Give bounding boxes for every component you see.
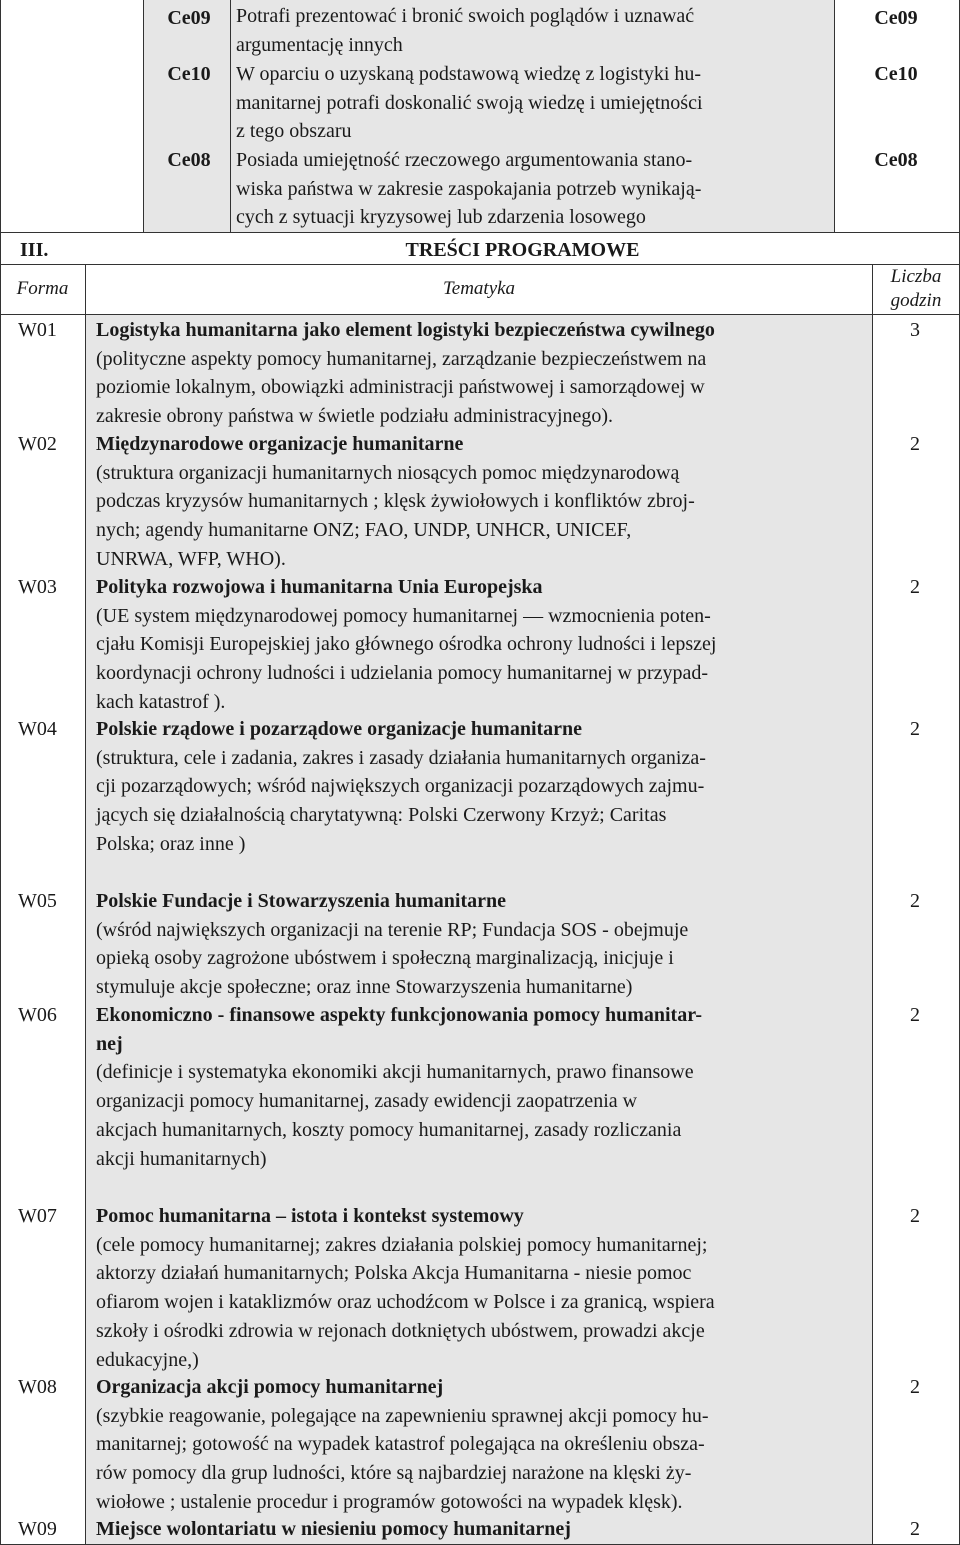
outcome-reference: Ce09 <box>874 7 918 29</box>
row-title: Polityka rozwojowa i humanitarna Unia Europejska <box>96 576 543 598</box>
row-description: (szybkie reagowanie, polegające na zapewnieniu sprawnej akcji pomocy hu- manitarnej; gotowość na wypadek katastrof polegająca na określeniu obsza- rów pomocy dla grup ludności, które są najbardziej narażone na klęski ży- wiołowe ; ustalenie procedur i programów gotowości na wypadek klęsk). <box>96 1404 709 1513</box>
row-title: Polskie rządowe i pozarządowe organizacje humanitarne <box>96 718 583 740</box>
row-hours: 2 <box>910 433 920 455</box>
row-hours: 2 <box>910 1518 920 1540</box>
row-title: Logistyka humanitarna jako element logistyki bezpieczeństwa cywilnego <box>96 319 715 341</box>
outcome-description: Posiada umiejętność rzeczowego argumentowania stano- wiska państwa w zakresie zaspokajania potrzeb wynikają- cych z sytuacji kryzysowej lub zdarzenia losowego <box>236 149 702 229</box>
row-code: W06 <box>18 1004 57 1026</box>
row-content <box>96 430 876 574</box>
outcome-code-cell-shade <box>143 0 230 232</box>
row-content <box>96 887 876 1002</box>
column-header-hours: Liczba godzin <box>890 266 942 311</box>
column-header-forma: Forma <box>16 278 69 299</box>
row-content <box>96 573 876 717</box>
row-description: (struktura, cele i zadania, zakres i zasady działania humanitarnych organiza- cji pozarządowych; wśród największych organizacji pozarządowych zajmu- jących się działalnością charytatywną: Polski Czerwony Krzyż; Caritas Polska; oraz inne ) <box>96 746 706 855</box>
outcome-description: W oparciu o uzyskaną podstawową wiedzę z logistyki hu- manitarnej potrafi doskonalić swoją wiedzę i umiejętności z tego obszaru <box>236 63 703 143</box>
row-title: Ekonomiczno - finansowe aspekty funkcjonowania pomocy humanitar- nej <box>96 1004 702 1055</box>
outcome-reference: Ce10 <box>874 63 918 85</box>
row-hours: 2 <box>910 1004 920 1026</box>
row-hours: 2 <box>910 718 920 740</box>
row-code: W05 <box>18 890 57 912</box>
row-description: (UE system międzynarodowej pomocy humanitarnej — wzmocnienia poten- cjału Komisji Europejskiej jako głównego ośrodka ochrony ludności i lepszej koordynacji ochrony ludności i udzielania pomocy humanitarnej w przypad- kach katastrof ). <box>96 604 717 713</box>
row-content <box>96 1515 876 1544</box>
row-content <box>96 1202 876 1374</box>
row-hours: 2 <box>910 576 920 598</box>
row-description: (struktura organizacji humanitarnych niosących pomoc międzynarodową podczas kryzysów humanitarnych ; klęsk żywiołowych i konfliktów zbroj- nych; agendy humanitarne ONZ; FAO, UNDP, UNHCR, UNICEF, UNRWA, WFP, WHO). <box>96 461 695 570</box>
row-code: W08 <box>18 1376 57 1398</box>
row-content <box>96 715 876 859</box>
row-content <box>96 316 876 431</box>
row-hours: 2 <box>910 890 920 912</box>
row-title: Pomoc humanitarna – istota i kontekst systemowy <box>96 1205 524 1227</box>
row-code: W07 <box>18 1205 57 1227</box>
row-description: (definicje i systematyka ekonomiki akcji humanitarnych, prawo finansowe organizacji pomocy humanitarnej, zasady ewidencji zaopatrzenia w akcjach humanitarnych, koszty pomocy humanitarnej, zasady rozliczania akcji humanitarnych) <box>96 1061 694 1170</box>
row-code: W03 <box>18 576 57 598</box>
row-description: (cele pomocy humanitarnej; zakres działania polskiej pomocy humanitarnej; aktorzy działań humanitarnych; Polska Akcja Humanitarna - niesie pomoc ofiarom wojen i kataklizmów oraz uchodźcom w Polsce i za granicą, wspiera szkoły i ośrodki zdrowia w rejonach dotkniętych ubóstwem, prowadzi akcje edukacyjne,) <box>96 1233 715 1371</box>
row-title: Międzynarodowe organizacje humanitarne <box>96 433 464 455</box>
outcome-code: Ce09 <box>167 7 211 29</box>
row-code: W04 <box>18 718 57 740</box>
row-hours: 3 <box>910 319 920 341</box>
outcome-description: Potrafi prezentować i bronić swoich poglądów i uznawać argumentację innych <box>236 5 695 56</box>
column-header-tematyka: Tematyka <box>442 278 516 299</box>
outcome-reference: Ce08 <box>874 149 918 171</box>
row-title: Miejsce wolontariatu w niesieniu pomocy humanitarnej <box>96 1518 571 1540</box>
row-code: W01 <box>18 319 57 341</box>
row-content <box>96 1001 876 1173</box>
outcome-code: Ce08 <box>167 149 211 171</box>
row-code: W09 <box>18 1518 57 1540</box>
row-content <box>96 1373 876 1517</box>
row-hours: 2 <box>910 1376 920 1398</box>
row-title: Polskie Fundacje i Stowarzyszenia humanitarne <box>96 890 506 912</box>
section-number: III. <box>20 239 49 261</box>
section-title: TREŚCI PROGRAMOWE <box>405 239 640 261</box>
row-description: (wśród największych organizacji na terenie RP; Fundacja SOS - obejmuje opieką osoby zagrożone ubóstwem i społeczną marginalizacją, inicjuje i stymuluje akcje społeczne; oraz inne Stowarzyszenia humanitarne) <box>96 918 689 999</box>
row-title: Organizacja akcji pomocy humanitarnej <box>96 1376 444 1398</box>
row-hours: 2 <box>910 1205 920 1227</box>
row-code: W02 <box>18 433 57 455</box>
outcome-code: Ce10 <box>167 63 211 85</box>
row-description: (polityczne aspekty pomocy humanitarnej, zarządzanie bezpieczeństwem na poziomie lokalnym, obowiązki administracji państwowej i samorządowej w zakresie obrony państwa w świetle podziału administracyjnego). <box>96 347 707 428</box>
